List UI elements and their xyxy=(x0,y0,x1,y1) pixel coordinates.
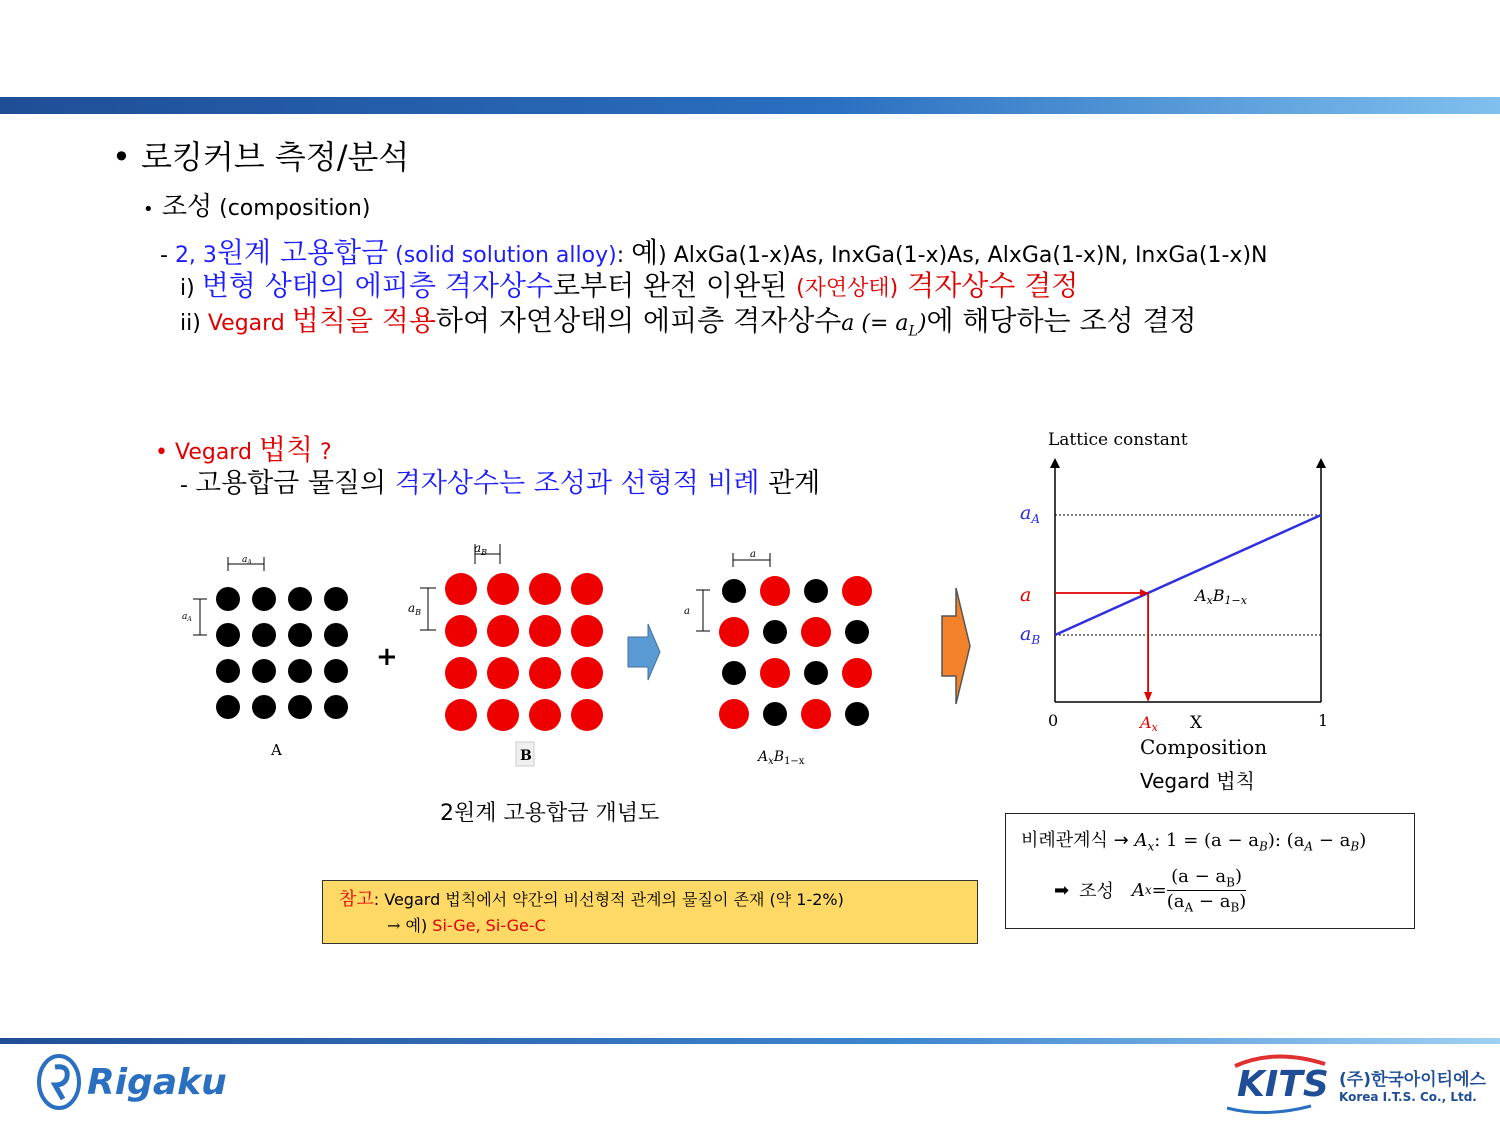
atom-a xyxy=(252,695,276,719)
atom-a xyxy=(216,659,240,683)
orange-arrow-icon xyxy=(940,586,972,706)
lattice-mixed xyxy=(719,576,872,729)
atom-b xyxy=(760,658,790,688)
note-line-2: → 예) Si-Ge, Si-Ge-C xyxy=(387,916,546,935)
atom-b xyxy=(487,699,519,731)
atom-b xyxy=(842,658,872,688)
atom-a xyxy=(845,620,869,644)
atom-b xyxy=(801,617,831,647)
atom-a xyxy=(216,623,240,647)
atom-b xyxy=(571,573,603,605)
y-axis-left-arrow xyxy=(1050,458,1060,468)
atom-a xyxy=(804,579,828,603)
atom-a xyxy=(252,623,276,647)
chart-xlabel2: Composition xyxy=(1140,735,1268,759)
atom-a xyxy=(324,695,348,719)
dim-a-top: $a_A$ xyxy=(242,555,252,566)
atom-a xyxy=(722,661,746,685)
atom-a xyxy=(288,623,312,647)
atom-a xyxy=(216,695,240,719)
line-label: AxB1−x xyxy=(1195,586,1247,607)
subtitle: • 조성 (composition) xyxy=(143,192,371,222)
y-level-label: $a_B$ xyxy=(1020,623,1041,647)
atom-a xyxy=(288,695,312,719)
atom-b xyxy=(571,615,603,647)
atom-a xyxy=(722,579,746,603)
lattice-diagram xyxy=(170,535,805,780)
atom-b xyxy=(445,657,477,689)
atom-b xyxy=(445,699,477,731)
atom-a xyxy=(288,587,312,611)
label-b: B xyxy=(520,748,532,764)
atom-a xyxy=(252,587,276,611)
chart-title: Vegard 법칙 xyxy=(1140,769,1255,793)
atom-b xyxy=(719,617,749,647)
header-bar xyxy=(0,97,1500,114)
atom-b xyxy=(529,657,561,689)
x-tick-0: 0 xyxy=(1048,711,1059,730)
y-axis-right-arrow xyxy=(1316,458,1326,468)
step-1-line: i) 변형 상태의 에피층 격자상수로부터 완전 이완된 (자연상태) 격자상수 결정 xyxy=(180,269,1079,302)
lattice-b xyxy=(445,573,603,731)
composition-formula: ➡ 조성 A x = $\frac{(a - a_B)}{(a_A - a_B)}$ xyxy=(1054,866,1247,915)
composition-fraction: $\frac{(a - a_B)}{(a_A - a_B)}$ xyxy=(1166,866,1247,915)
atom-a xyxy=(252,659,276,683)
arrow-icon: ➡ xyxy=(1054,879,1070,901)
footer-bar xyxy=(0,1038,1500,1044)
vegard-line xyxy=(1055,515,1321,635)
alloy-line: - 2, 3원계 고용합금 (solid solution alloy): 예) AlxGa(1-x)As, InxGa(1-x)As, AlxGa(1-x)N, InxGa(1-x)N xyxy=(160,236,1268,269)
x-tick-1: 1 xyxy=(1318,711,1329,730)
step-2-line: ii) Vegard 법칙을 적용하여 자연상태의 에피층 격자상수a (= $a_L$)에 해당하는 조성 결정 xyxy=(180,304,1197,340)
dim-a-left: $a_A$ xyxy=(182,612,192,623)
arrow-right-icon xyxy=(628,624,660,680)
atom-b xyxy=(529,615,561,647)
atom-b xyxy=(719,699,749,729)
page-title: • 로킹커브 측정/분석 xyxy=(112,138,410,176)
highlight-arrowhead-down xyxy=(1144,692,1152,702)
atom-b xyxy=(487,657,519,689)
atom-a xyxy=(845,702,869,726)
atom-b xyxy=(760,576,790,606)
label-mixed: $A_xB_{1-x}$ xyxy=(758,749,805,767)
y-level-label: $a_A$ xyxy=(1020,502,1040,526)
atom-a xyxy=(288,659,312,683)
diagram-caption: 2원계 고용합금 개념도 xyxy=(440,801,660,826)
dim-mixed-top: a xyxy=(750,549,756,560)
atom-b xyxy=(445,573,477,605)
vegard-description: - 고용합금 물질의 격자상수는 조성과 선형적 비례 관계 xyxy=(180,468,821,499)
kits-logo: KITS (주)한국아이티에스 Korea I.T.S. Co., Ltd. xyxy=(1225,1052,1486,1116)
atom-a xyxy=(763,702,787,726)
note-box xyxy=(322,880,978,944)
atom-a xyxy=(324,623,348,647)
atom-b xyxy=(487,573,519,605)
atom-a xyxy=(216,587,240,611)
vegard-title: • Vegard 법칙 ? xyxy=(155,433,332,466)
atom-b xyxy=(529,573,561,605)
chart-ylabel: Lattice constant xyxy=(1048,430,1188,450)
dim-b-top: $a_B$ xyxy=(474,541,488,557)
plus-sign: + xyxy=(376,642,398,672)
lattice-a xyxy=(216,587,348,719)
x-marker-label: Ax xyxy=(1140,713,1158,734)
atom-b xyxy=(801,699,831,729)
dim-mixed-left: a xyxy=(684,606,690,617)
atom-b xyxy=(487,615,519,647)
vegard-chart xyxy=(1010,420,1350,810)
atom-a xyxy=(324,659,348,683)
atom-b xyxy=(571,657,603,689)
rigaku-emblem-icon xyxy=(35,1053,83,1111)
atom-a xyxy=(324,587,348,611)
label-a: A xyxy=(271,741,282,759)
chart-xlabel: X xyxy=(1190,713,1203,733)
atom-a xyxy=(763,620,787,644)
atom-a xyxy=(804,661,828,685)
proportion-formula: 비례관계식 → $A_x$: $1 = (a - a_B)$: $(a_A - a_B)$ xyxy=(1021,830,1367,854)
y-level-label: a xyxy=(1020,584,1032,606)
atom-b xyxy=(529,699,561,731)
formula-box xyxy=(1005,813,1415,929)
atom-b xyxy=(445,615,477,647)
rigaku-logo: Rigaku xyxy=(35,1053,227,1111)
dim-b-left: $a_B$ xyxy=(408,601,422,617)
atom-b xyxy=(842,576,872,606)
note-line-1: 참고: Vegard 법칙에서 약간의 비선형적 관계의 물질이 존재 (약 1-2%) xyxy=(339,889,844,910)
atom-b xyxy=(571,699,603,731)
